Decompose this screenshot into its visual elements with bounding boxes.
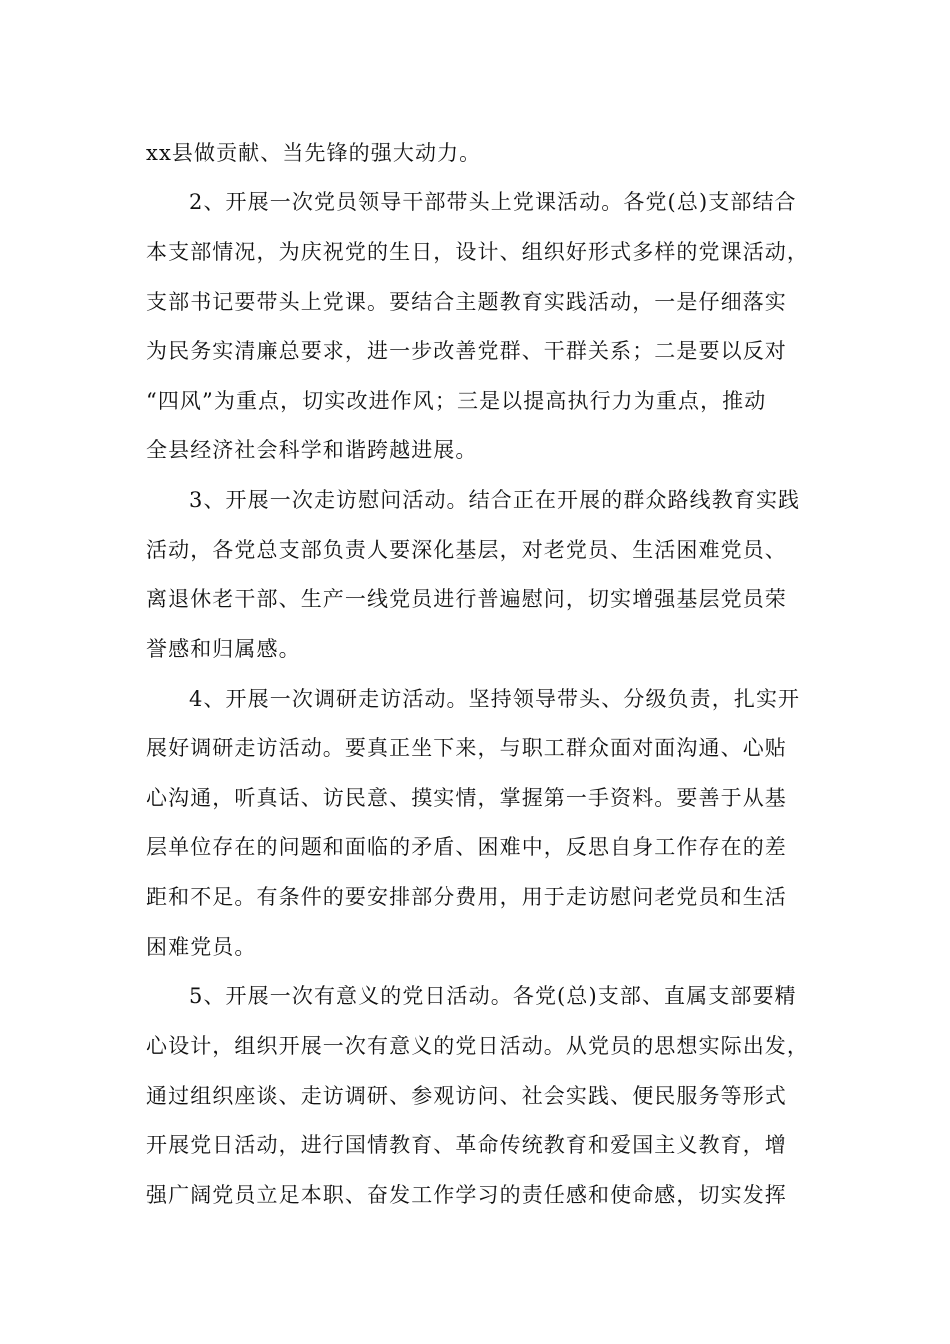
text-line: 3、开展一次走访慰问活动。结合正在开展的群众路线教育实践 (189, 488, 801, 512)
text-line: 心设计，组织开展一次有意义的党日活动。从党员的思想实际出发， (146, 1034, 809, 1058)
text-line: 强广阔党员立足本职、奋发工作学习的责任感和使命感，切实发挥 (146, 1183, 787, 1207)
text-line: 誉感和归属感。 (146, 637, 301, 661)
text-line: 为民务实清廉总要求，进一步改善党群、干群关系；二是要以反对 (146, 339, 787, 363)
text-line: 开展党日活动，进行国情教育、革命传统教育和爱国主义教育，增 (146, 1133, 787, 1157)
text-line: 离退休老干部、生产一线党员进行普遍慰问，切实增强基层党员荣 (146, 587, 787, 611)
text-line: 全县经济社会科学和谐跨越进展。 (146, 438, 478, 462)
text-line: 层单位存在的问题和面临的矛盾、困难中，反思自身工作存在的差 (146, 835, 787, 859)
text-line: 困难党员。 (146, 935, 257, 959)
text-line: 支部书记要带头上党课。要结合主题教育实践活动，一是仔细落实 (146, 290, 787, 314)
text-line: 本支部情况，为庆祝党的生日，设计、组织好形式多样的党课活动， (146, 240, 809, 264)
text-line: 2、开展一次党员领导干部带头上党课活动。各党(总)支部结合 (189, 190, 797, 214)
text-line: 活动，各党总支部负责人要深化基层，对老党员、生活困难党员、 (146, 538, 787, 562)
text-line: xx县做贡献、当先锋的强大动力。 (146, 141, 482, 165)
text-line: 展好调研走访活动。要真正坐下来，与职工群众面对面沟通、心贴 (146, 736, 787, 760)
text-line: 4、开展一次调研走访活动。坚持领导带头、分级负责，扎实开 (189, 687, 801, 711)
text-line: 心沟通，听真话、访民意、摸实情，掌握第一手资料。要善于从基 (146, 786, 787, 810)
text-line: 5、开展一次有意义的党日活动。各党(总)支部、直属支部要精 (189, 984, 797, 1008)
text-line: 通过组织座谈、走访调研、参观访问、社会实践、便民服务等形式 (146, 1084, 787, 1108)
text-line: 距和不足。有条件的要安排部分费用，用于走访慰问老党员和生活 (146, 885, 787, 909)
text-line: “四风”为重点，切实改进作风；三是以提高执行力为重点，推动 (146, 389, 767, 413)
